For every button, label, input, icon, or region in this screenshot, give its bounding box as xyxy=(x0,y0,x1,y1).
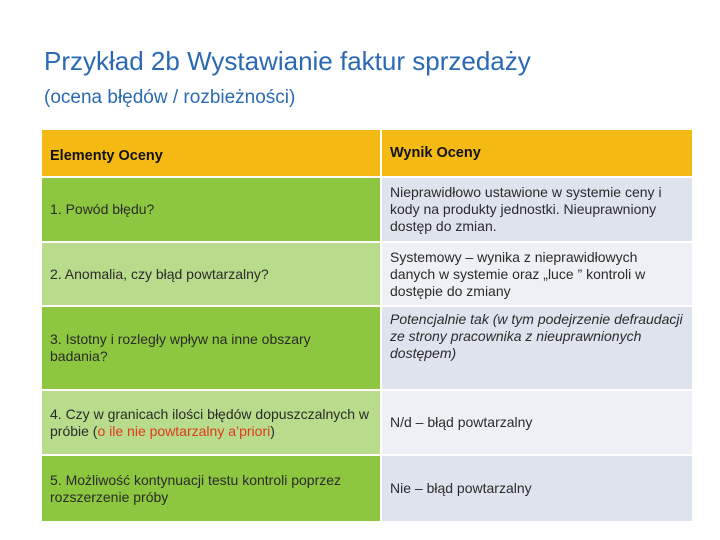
row-result-4: N/d – błąd powtarzalny xyxy=(381,390,693,455)
row-element-1: 1. Powód błędu? xyxy=(41,177,381,242)
row-result-5: Nie – błąd powtarzalny xyxy=(381,455,693,522)
table-header-row xyxy=(41,129,693,177)
row-element-4-text: 4. Czy w granicach ilości błędów dopuszczalnych w próbie ( xyxy=(50,405,370,439)
slide-title: Przykład 2b Wystawianie faktur sprzedaży xyxy=(44,46,531,76)
row-element-4-tail: ) xyxy=(270,422,275,439)
row-element-3: 3. Istotny i rozległy wpływ na inne obszary badania? xyxy=(41,306,381,390)
table-row xyxy=(41,306,693,390)
header-result: Wynik Oceny xyxy=(381,129,693,177)
header-elements: Elementy Oceny xyxy=(41,129,381,177)
evaluation-table xyxy=(40,128,694,523)
row-result-1: Nieprawidłowo ustawione w systemie ceny i kody na produkty jednostki. Nieuprawniony dostęp do zmian. xyxy=(381,177,693,242)
table-row xyxy=(41,242,693,306)
row-result-3: Potencjalnie tak (w tym podejrzenie defraudacji ze strony pracownika z nieuprawnionych dostępem) xyxy=(381,306,693,390)
row-element-5: 5. Możliwość kontynuacji testu kontroli poprzez rozszerzenie próby xyxy=(41,455,381,522)
row-element-4-highlight: o ile nie powtarzalny a’priori xyxy=(97,422,271,439)
row-element-4 xyxy=(41,390,381,455)
row-element-2: 2. Anomalia, czy błąd powtarzalny? xyxy=(41,242,381,306)
table-row xyxy=(41,455,693,522)
row-result-2: Systemowy – wynika z nieprawidłowych danych w systemie oraz „luce ” kontroli w dostępie do zmiany xyxy=(381,242,693,306)
table-row xyxy=(41,177,693,242)
table-row xyxy=(41,390,693,455)
slide-subtitle: (ocena błędów / rozbieżności) xyxy=(44,87,296,108)
